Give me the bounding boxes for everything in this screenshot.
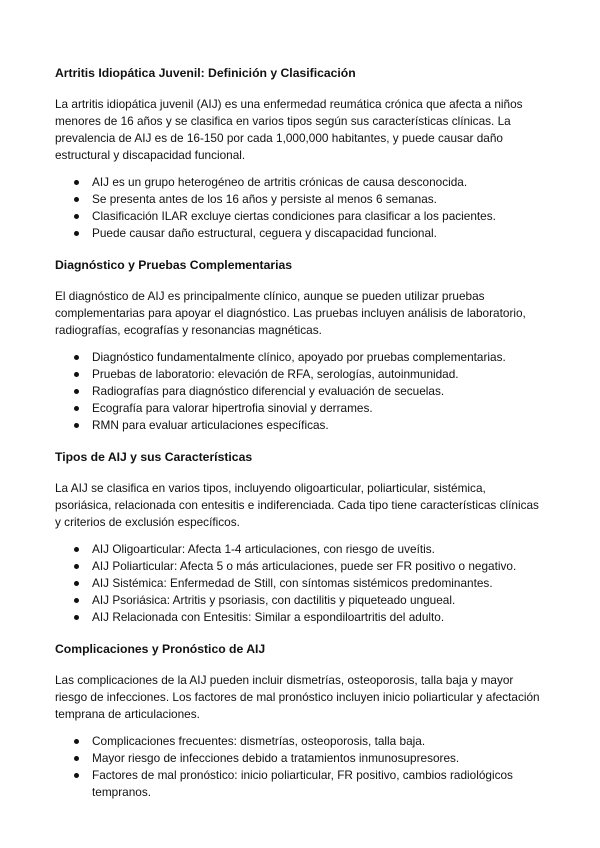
document-page	[55, 64, 545, 815]
section-paragraph: Las complicaciones de la AIJ pueden incluir dismetrías, osteoporosis, talla baja y mayor riesgo de infecciones. Los factores de mal pronóstico incluyen inicio poliarticular y afectación temprana de articulaciones.	[55, 673, 540, 721]
list-item: Radiografías para diagnóstico diferencial y evaluación de secuelas.	[55, 383, 545, 400]
list-item: AIJ Sistémica: Enfermedad de Still, con síntomas sistémicos predominantes.	[55, 575, 545, 592]
list-item: AIJ Relacionada con Entesitis: Similar a espondiloartritis del adulto.	[55, 609, 545, 626]
list-item: Ecografía para valorar hipertrofia sinovial y derrames.	[55, 400, 545, 417]
section-heading: Artritis Idiopática Juvenil: Definición y Clasificación	[55, 66, 356, 80]
bullet-icon	[74, 214, 79, 219]
list-item: Mayor riesgo de infecciones debido a tratamientos inmunosupresores.	[55, 750, 545, 767]
list-item: Clasificación ILAR excluye ciertas condiciones para clasificar a los pacientes.	[55, 208, 545, 225]
bullet-icon	[74, 773, 79, 778]
list-item: Se presenta antes de los 16 años y persiste al menos 6 semanas.	[55, 191, 545, 208]
list-item: Puede causar daño estructural, ceguera y discapacidad funcional.	[55, 225, 545, 242]
section-paragraph: La AIJ se clasifica en varios tipos, incluyendo oligoarticular, poliarticular, sistémica, psoriásica, relacionada con entesitis e indiferenciada. Cada tipo tiene características clínicas y criterios de exclusión específicos.	[55, 481, 539, 529]
bullet-icon	[74, 197, 79, 202]
list-item: Pruebas de laboratorio: elevación de RFA, serologías, autoinmunidad.	[55, 366, 545, 383]
bullet-icon	[74, 547, 79, 552]
section-heading: Tipos de AIJ y sus Características	[55, 450, 253, 464]
bullet-list	[55, 541, 545, 626]
bullet-icon	[74, 598, 79, 603]
section-heading: Diagnóstico y Pruebas Complementarias	[55, 258, 293, 272]
bullet-icon	[74, 423, 79, 428]
section-paragraph: La artritis idiopática juvenil (AIJ) es una enfermedad reumática crónica que afecta a niños menores de 16 años y se clasifica en varios tipos según sus características clínicas. La prevalencia de AIJ es de 16-150 por cada 1,000,000 habitantes, y puede causar daño estructural y discapacidad funcional.	[55, 97, 523, 162]
bullet-icon	[74, 231, 79, 236]
list-item: Complicaciones frecuentes: dismetrías, osteoporosis, talla baja.	[55, 733, 545, 750]
list-item: AIJ es un grupo heterogéneo de artritis crónicas de causa desconocida.	[55, 174, 545, 191]
bullet-list	[55, 349, 545, 434]
list-item: Diagnóstico fundamentalmente clínico, apoyado por pruebas complementarias.	[55, 349, 545, 366]
section-definicion	[55, 64, 545, 242]
bullet-icon	[74, 581, 79, 586]
section-heading: Complicaciones y Pronóstico de AIJ	[55, 642, 266, 656]
bullet-icon	[74, 406, 79, 411]
bullet-icon	[74, 355, 79, 360]
list-item: AIJ Oligoarticular: Afecta 1-4 articulaciones, con riesgo de uveítis.	[55, 541, 545, 558]
section-tipos	[55, 448, 545, 626]
list-item: AIJ Psoriásica: Artritis y psoriasis, con dactilitis y piqueteado ungueal.	[55, 592, 545, 609]
bullet-list	[55, 733, 545, 801]
section-paragraph: El diagnóstico de AIJ es principalmente clínico, aunque se pueden utilizar pruebas complementarias para apoyar el diagnóstico. Las pruebas incluyen análisis de laboratorio, radiografías, ecografías y resonancias magnéticas.	[55, 289, 526, 337]
bullet-icon	[74, 180, 79, 185]
section-diagnostico	[55, 256, 545, 434]
bullet-icon	[74, 756, 79, 761]
bullet-icon	[74, 739, 79, 744]
list-item: RMN para evaluar articulaciones específicas.	[55, 417, 545, 434]
list-item: AIJ Poliarticular: Afecta 5 o más articulaciones, puede ser FR positivo o negativo.	[55, 558, 545, 575]
bullet-icon	[74, 564, 79, 569]
bullet-icon	[74, 389, 79, 394]
list-item: Factores de mal pronóstico: inicio poliarticular, FR positivo, cambios radiológicos tempranos.	[55, 767, 545, 801]
bullet-icon	[74, 615, 79, 620]
section-complicaciones	[55, 640, 545, 801]
bullet-icon	[74, 372, 79, 377]
bullet-list	[55, 174, 545, 242]
